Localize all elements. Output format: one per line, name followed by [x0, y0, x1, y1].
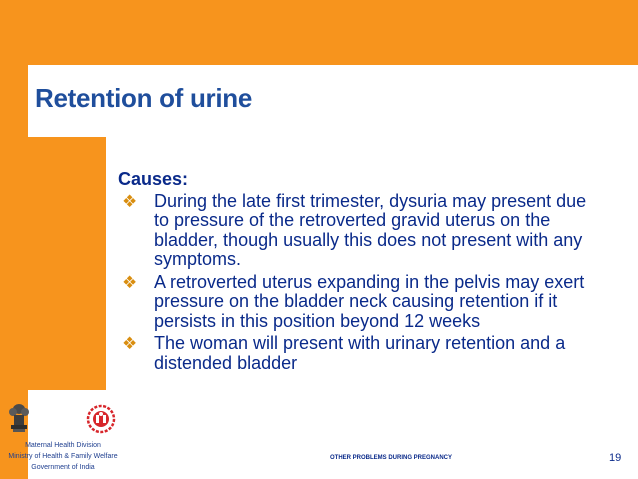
section-footer: OTHER PROBLEMS DURING PREGNANCY	[330, 455, 453, 461]
bullet-item	[118, 273, 588, 332]
org-division: Maternal Health Division	[25, 442, 101, 449]
organization-credit	[0, 440, 126, 473]
slide-title: Retention of urine	[35, 83, 253, 113]
bullet-item	[118, 334, 588, 373]
bullet-text: During the late first trimester, dysuria may present due to pressure of the retroverted gravid uterus on the bladder, though usually this does not present with any symptoms.	[154, 190, 587, 269]
bullet-text: The woman will present with urinary retention and a distended bladder	[154, 333, 566, 373]
diamond-bullet-icon: ❖	[122, 272, 138, 292]
causes-heading: Causes:	[118, 169, 189, 189]
org-ministry: Ministry of Health & Family Welfare	[8, 453, 118, 460]
left-orange-strip	[28, 137, 106, 390]
bullet-item	[118, 192, 588, 270]
org-government: Government of India	[31, 464, 95, 471]
slide-body	[118, 170, 588, 376]
top-orange-band	[0, 0, 638, 65]
diamond-bullet-icon: ❖	[122, 334, 138, 353]
family-welfare-logo-icon	[86, 404, 116, 434]
diamond-bullet-icon: ❖	[122, 191, 138, 211]
page-number: 19	[609, 452, 622, 464]
national-emblem-icon	[8, 402, 30, 434]
bullet-text: A retroverted uterus expanding in the pelvis may exert pressure on the bladder neck causing retention if it persists in this position beyond 12 weeks	[154, 271, 585, 331]
